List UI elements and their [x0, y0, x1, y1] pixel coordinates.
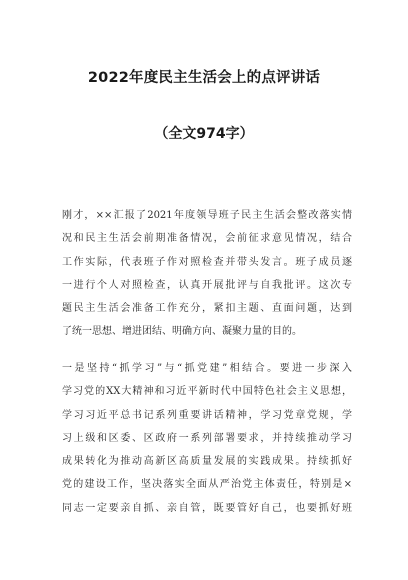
paragraph-line: 题民主生活会准备工作充分，紧扣主题、直面问题，达到: [62, 303, 352, 315]
paragraph-line: 况和民主生活会前期准备情况，会前征求意见情况，结合: [62, 233, 352, 245]
paragraph-line: 刚才，××汇报了2021年度领导班子民主生活会整改落实情: [62, 210, 352, 221]
paragraph-line: 学习习近平总书记系列重要讲话精神，学习党章党规，学: [62, 409, 352, 421]
paragraph-line: 同志一定要亲自抓、亲自管，既要管好自己，也要抓好班: [62, 502, 352, 514]
document-title: 2022年度民主生活会上的点评讲话: [87, 70, 321, 86]
paragraph-line: 成果转化为推动高新区高质量发展的实践成果。持续抓好: [62, 456, 352, 468]
paragraph-line: 了统一思想、增进团结、明确方向、凝聚力量的目的。: [62, 326, 302, 338]
document-subtitle: （全文974字）: [154, 126, 254, 142]
paragraph-line: 党的建设工作，坚决落实全面从严治党主体责任，特别是×: [62, 479, 352, 491]
paragraph-line: 工作实际，代表班子作对照检查并带头发言。班子成员逐: [62, 256, 352, 268]
paragraph-line: 一是坚持“抓学习”与“抓党建”相结合。要进一步深入: [62, 363, 352, 374]
paragraph-2: [62, 357, 352, 520]
paragraph-line: 习上级和区委、区政府一系列部署要求，并持续推动学习: [62, 432, 352, 444]
paragraph-1: [62, 204, 352, 344]
paragraph-line: 一进行个人对照检查，认真开展批评与自我批评。这次专: [62, 279, 352, 291]
paragraph-line: 学习党的XX大精神和习近平新时代中国特色社会主义思想，: [62, 386, 352, 398]
